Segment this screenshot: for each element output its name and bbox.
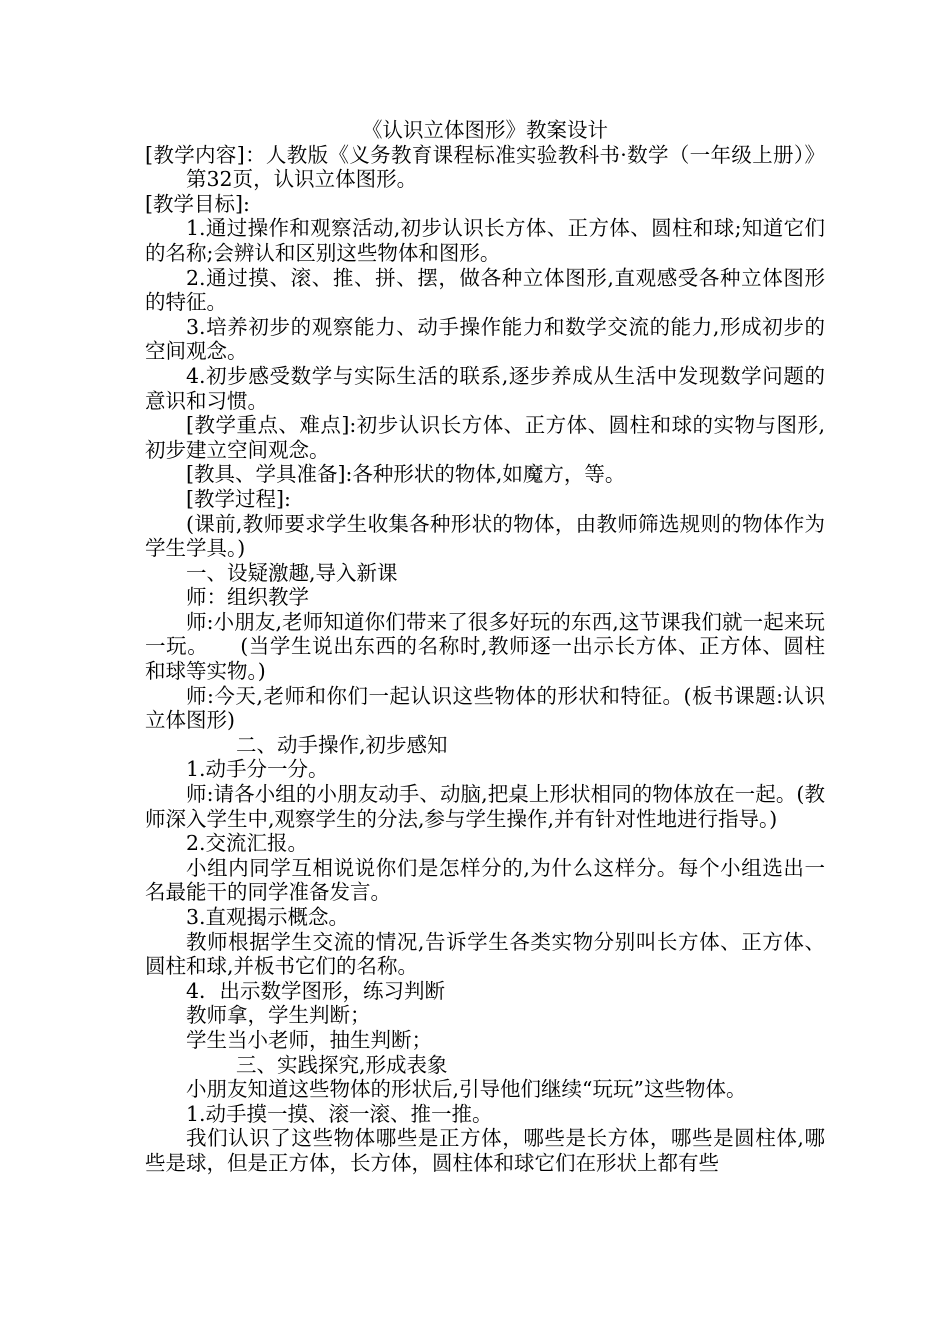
goal-3: 3.培养初步的观察能力、动手操作能力和数学交流的能力,形成初步的空间观念。: [145, 314, 825, 364]
paragraph: 4．出示数学图形，练习判断: [186, 978, 446, 1003]
paragraph: 1.动手摸一摸、滚一滚、推一推。: [186, 1101, 493, 1126]
section-1-heading: 一、设疑激趣,导入新课: [186, 560, 398, 585]
paragraph: 1.动手分一分。: [186, 757, 329, 782]
paragraph: 小朋友知道这些物体的形状后,引导他们继续“玩玩”这些物体。: [186, 1077, 747, 1102]
teaching-aids: [教具、学具准备]:各种形状的物体,如魔方，等。: [186, 462, 626, 487]
goal-2: 2.通过摸、滚、推、拼、摆，做各种立体图形,直观感受各种立体图形的特征。: [145, 265, 825, 315]
paragraph: 师:小朋友,老师知道你们带来了很多好玩的东西,这节课我们就一起来玩一玩。 (当学生说出东西的名称时,教师逐一出示长方体、正方体、圆柱和球等实物。): [145, 609, 825, 684]
document-page: [145, 118, 825, 1176]
paragraph: 小组内同学互相说说你们是怎样分的,为什么这样分。每个小组选出一名最能干的同学准备发言。: [145, 855, 825, 905]
document-title: 《认识立体图形》教案设计: [362, 118, 608, 142]
paragraph: 我们认识了这些物体哪些是正方体，哪些是长方体，哪些是圆柱体,哪些是球，但是正方体，长方体，圆柱体和球它们在形状上都有些: [145, 1126, 825, 1175]
key-points: [教学重点、难点]:初步认识长方体、正方体、圆柱和球的实物与图形,初步建立空间观念。: [145, 413, 825, 462]
teaching-process-heading: [教学过程]:: [186, 486, 291, 511]
goal-1: 1.通过操作和观察活动,初步认识长方体、正方体、圆柱和球;知道它们的名称;会辨认和区别这些物体和图形。: [145, 216, 825, 265]
paragraph: 3.直观揭示概念。: [186, 905, 350, 929]
paragraph: 教师根据学生交流的情况,告诉学生各类实物分别叫长方体、正方体、圆柱和球,并板书它们的名称。: [145, 929, 825, 979]
paragraph: 教师拿，学生判断；: [186, 1003, 371, 1028]
paragraph: 学生当小老师，抽生判断；: [186, 1027, 432, 1052]
paragraph: 2.交流汇报。: [186, 831, 309, 856]
teaching-goals-heading: [教学目标]:: [145, 191, 250, 216]
section-3-heading: 三、实践探究,形成表象: [236, 1052, 448, 1077]
paragraph: 师:今天,老师和你们一起认识这些物体的形状和特征。(板书课题:认识立体图形): [145, 683, 825, 733]
paragraph: 师：组织教学: [186, 585, 309, 610]
teaching-content: [教学内容]：人教版《义务教育课程标准实验教科书·数学（一年级上册）》第32页，认识立体图形。: [145, 142, 825, 192]
pre-class-note: (课前,教师要求学生收集各种形状的物体，由教师筛选规则的物体作为学生学具。): [145, 511, 825, 561]
paragraph: 师:请各小组的小朋友动手、动脑,把桌上形状相同的物体放在一起。(教师深入学生中,观察学生的分法,参与学生操作,并有针对性地进行指导。): [145, 782, 825, 831]
goal-4: 4.初步感受数学与实际生活的联系,逐步养成从生活中发现数学问题的意识和习惯。: [145, 363, 825, 413]
section-2-heading: 二、动手操作,初步感知: [236, 732, 448, 757]
